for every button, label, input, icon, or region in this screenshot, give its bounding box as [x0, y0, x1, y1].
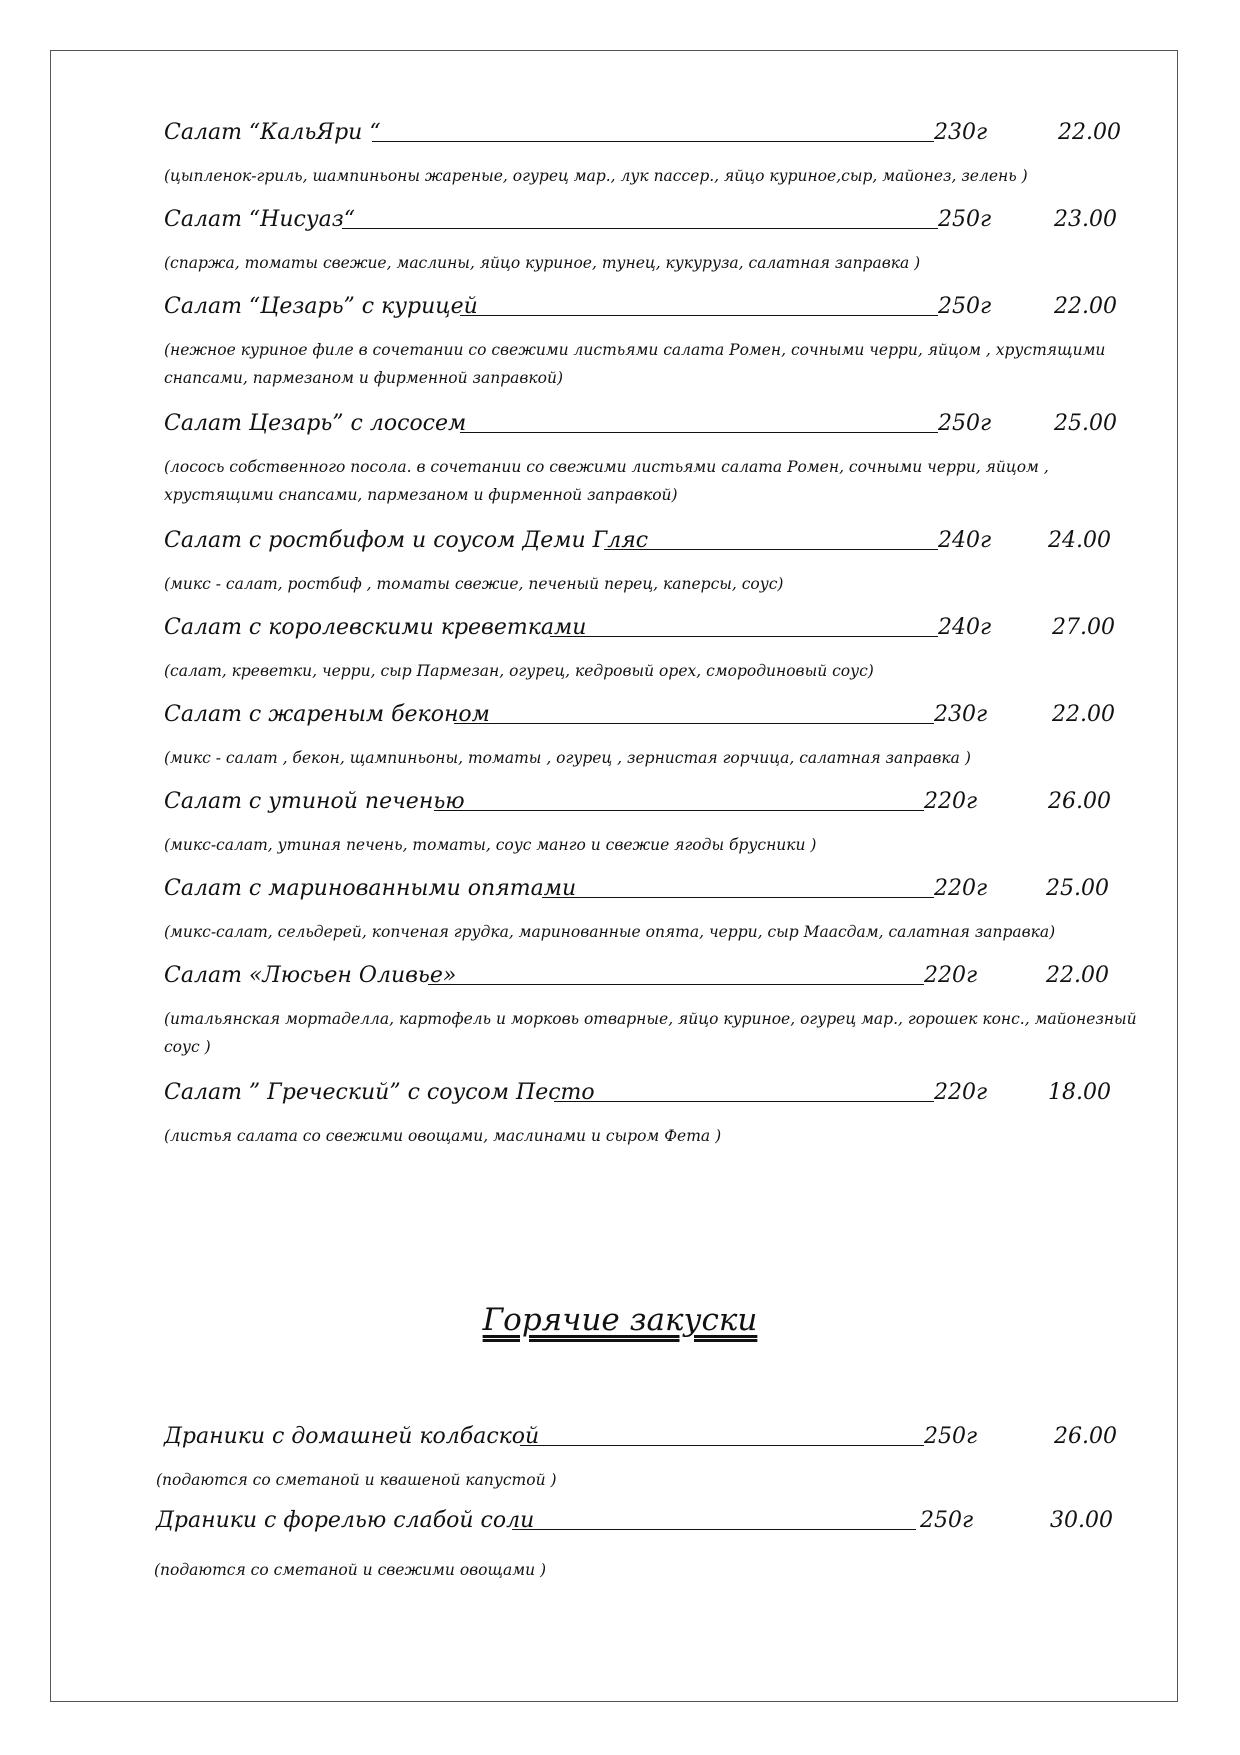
item-name: Салат с маринованными опятами — [164, 876, 577, 901]
item-name: Салат «Люсьен Оливье» — [164, 963, 457, 988]
leader-line — [550, 636, 938, 637]
item-name: Салат с жареным беконом — [164, 702, 490, 727]
item-price: 24.00 — [1048, 528, 1111, 553]
item-name: Салат Цезарь” с лососем — [164, 411, 467, 436]
item-weight: 230г — [934, 702, 988, 727]
item-weight: 250г — [920, 1508, 974, 1533]
item-weight: 240г — [938, 615, 992, 640]
item-name: Салат ” Греческий” с соусом Песто — [164, 1080, 595, 1105]
item-description: (салат, креветки, черри, сыр Пармезан, огурец, кедровый орех, смородиновый соус) — [164, 662, 874, 680]
item-weight: 220г — [934, 876, 988, 901]
leader-line — [520, 1445, 924, 1446]
item-weight: 220г — [924, 789, 978, 814]
leader-line — [512, 1529, 916, 1530]
item-name: Салат “Нисуаз“ — [164, 207, 355, 232]
item-price: 26.00 — [1054, 1424, 1117, 1449]
item-description: (подаются со сметаной и свежими овощами ) — [154, 1561, 547, 1579]
item-description: (итальянская мортаделла, картофель и морковь отварные, яйцо куриное, огурец мар., горошек конс., майонезный соус ) — [164, 1010, 1137, 1056]
item-weight: 250г — [938, 207, 992, 232]
item-name: Салат “Цезарь” с курицей — [164, 294, 478, 319]
leader-line — [554, 1101, 934, 1102]
item-description: (микс-салат, утиная печень, томаты, соус манго и свежие ягоды брусники ) — [164, 836, 817, 854]
item-description: (микс - салат, ростбиф , томаты свежие, печеный перец, каперсы, соус) — [164, 575, 784, 593]
item-name: Драники с форелью слабой соли — [156, 1508, 535, 1533]
item-description: (подаются со сметаной и квашеной капустой ) — [156, 1471, 557, 1489]
item-price: 22.00 — [1052, 702, 1115, 727]
item-price: 18.00 — [1048, 1080, 1111, 1105]
leader-line — [372, 141, 934, 142]
item-description: (цыпленок-гриль, шампиньоны жареные, огурец мар., лук пассер., яйцо куриное,сыр, майонез, зелень ) — [164, 167, 1028, 185]
item-price: 30.00 — [1050, 1508, 1113, 1533]
item-price: 22.00 — [1046, 963, 1109, 988]
item-description: (нежное куриное филе в сочетании со свежими листьями салата Ромен, сочными черри, яйцом , хрустящими снапсами, пармезаном и фирменной заправкой) — [164, 341, 1106, 387]
item-weight: 220г — [934, 1080, 988, 1105]
item-price: 25.00 — [1046, 876, 1109, 901]
item-description: (лосось собственного посола. в сочетании со свежими листьями салата Ромен, сочными черри, яйцом , хрустящими снапсами, пармезаном и фирменной заправкой) — [164, 458, 1049, 504]
item-weight: 250г — [924, 1424, 978, 1449]
leader-line — [460, 432, 938, 433]
item-description: (спаржа, томаты свежие, маслины, яйцо куриное, тунец, кукуруза, салатная заправка ) — [164, 254, 921, 272]
item-weight: 220г — [924, 963, 978, 988]
section-title-hot-appetizers: Горячие закуски — [482, 1302, 758, 1338]
item-name: Салат “КальЯри “ — [164, 120, 381, 145]
item-price: 26.00 — [1048, 789, 1111, 814]
item-price: 25.00 — [1054, 411, 1117, 436]
leader-line — [542, 897, 934, 898]
leader-line — [342, 228, 938, 229]
item-weight: 230г — [934, 120, 988, 145]
item-description: (листья салата со свежими овощами, маслинами и сыром Фета ) — [164, 1127, 722, 1145]
item-name: Салат с королевскими креветками — [164, 615, 587, 640]
item-description: (микс-салат, сельдерей, копченая грудка, маринованные опята, черри, сыр Маасдам, салатная заправка) — [164, 923, 1056, 941]
item-description: (микс - салат , бекон, щампиньоны, томаты , огурец , зернистая горчица, салатная заправка ) — [164, 749, 971, 767]
item-price: 22.00 — [1054, 294, 1117, 319]
leader-line — [454, 723, 934, 724]
leader-line — [428, 984, 924, 985]
item-name: Салат с утиной печенью — [164, 789, 465, 814]
item-weight: 240г — [938, 528, 992, 553]
item-weight: 250г — [938, 294, 992, 319]
leader-line — [460, 315, 938, 316]
item-name: Салат с ростбифом и соусом Деми Гляс — [164, 528, 649, 553]
item-price: 23.00 — [1054, 207, 1117, 232]
item-price: 22.00 — [1058, 120, 1121, 145]
leader-line — [604, 549, 938, 550]
leader-line — [434, 810, 924, 811]
item-price: 27.00 — [1052, 615, 1115, 640]
item-weight: 250г — [938, 411, 992, 436]
item-name: Драники с домашней колбаской — [164, 1424, 540, 1449]
